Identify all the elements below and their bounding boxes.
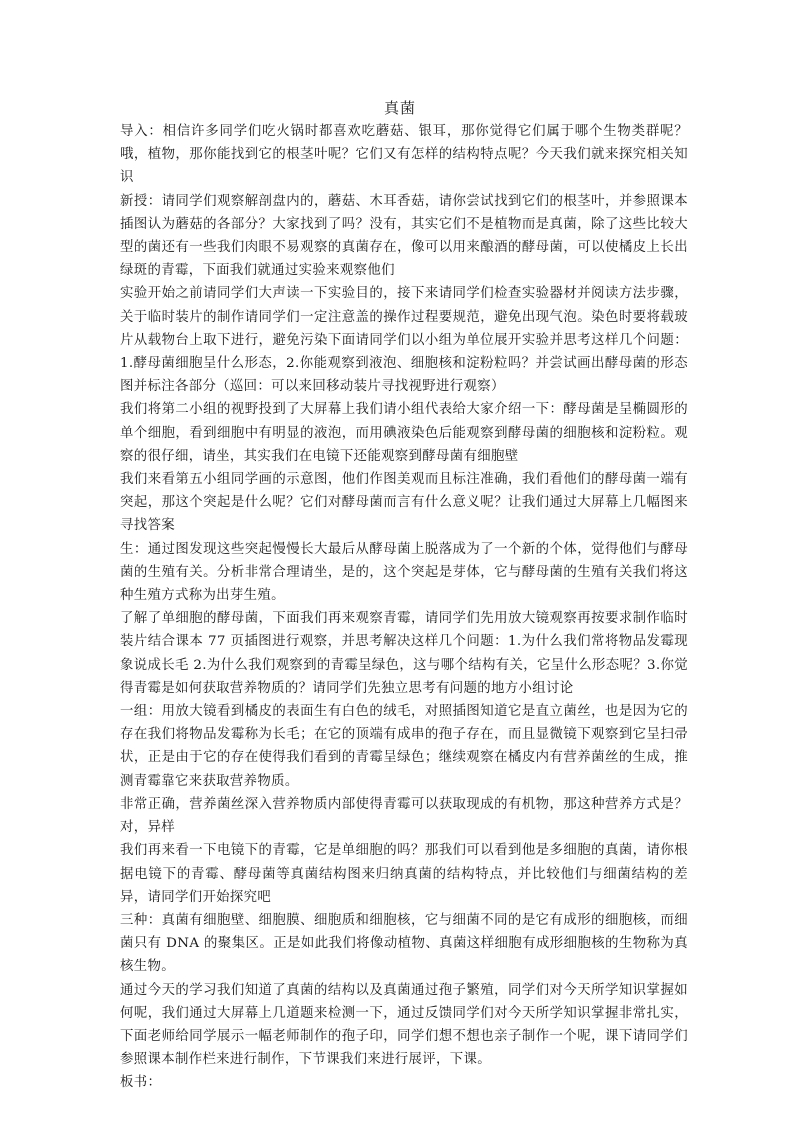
paragraph-penicillium-task: 了解了单细胞的酵母菌，下面我们再来观察青霉，请同学们先用放大镜观察再按要求制作临时装片结合课本 77 页插图进行观察，并思考解决这样几个问题：1.为什么我们常将物品发霉现象说成长毛 2.为什么我们观察到的青霉呈绿色，这与哪个结构有关，它呈什么形态呢？3.你觉得青霉是如何获取营养物质的？请同学们先独立思考有问题的地方小组讨论 <box>120 611 688 696</box>
paragraph-introduction: 导入：相信许多同学们吃火锅时都喜欢吃蘑菇、银耳，那你觉得它们属于哪个生物类群呢？哦，植物，那你能找到它的根茎叶呢？它们又有怎样的结构特点呢？今天我们就来探究相关知识 <box>120 124 688 186</box>
paragraph-new-lesson: 新授：请同学们观察解剖盘内的，蘑菇、木耳香菇，请你尝试找到它们的根茎叶，并参照课本插图认为蘑菇的各部分？大家找到了吗？没有，其实它们不是植物而是真菌，除了这些比较大型的菌还有一些我们肉眼不易观察的真菌存在，像可以用来酿酒的酵母菌，可以使橘皮上长出绿斑的青霉，下面我们就通过实验来观察他们 <box>120 193 688 279</box>
paragraph-group-three-summary: 三种：真菌有细胞壁、细胞膜、细胞质和细胞核，它与细菌不同的是它有成形的细胞核，而细菌只有 DNA 的聚集区。正是如此我们将像动植物、真菌这样细胞有成形细胞核的生物称为真核生物。 <box>120 912 688 975</box>
paragraph-group-five-drawing: 我们来看第五小组同学画的示意图，他们作图美观而且标注准确，我们看他们的酵母菌一端有突起，那这个突起是什么呢？它们对酵母菌而言有什么意义呢？让我们通过大屏幕上几幅图来寻找答案 <box>120 472 688 534</box>
document-body <box>120 120 688 1095</box>
paragraph-budding: 生：通过图发现这些突起慢慢长大最后从酵母菌上脱落成为了一个新的个体，觉得他们与酵母菌的生殖有关。分析非常合理请坐，是的，这个突起是芽体，它与酵母菌的生殖有关我们将这种生殖方式称为出芽生殖。 <box>120 541 688 604</box>
paragraph-nutrition-mode: 非常正确，营养菌丝深入营养物质内部使得青霉可以获取现成的有机物，那这种营养方式是？对，异样 <box>120 796 688 836</box>
paragraph-blackboard: 板书： <box>120 1075 162 1091</box>
paragraph-experiment-setup: 实验开始之前请同学们大声读一下实验目的，接下来请同学们检查实验器材并阅读方法步骤，关于临时装片的制作请同学们一定注意盖的操作过程要规范，避免出现气泡。染色时要将载玻片从载物台上取下进行，避免污染下面请同学们以小组为单位展开实验并思考这样几个问题：1.酵母菌细胞呈什么形态，2.你能观察到液泡、细胞核和淀粉粒吗？并尝试画出酵母菌的形态图并标注各部分（巡回：可以来回移动装片寻找视野进行观察） <box>120 286 688 395</box>
paragraph-conclusion: 通过今天的学习我们知道了真菌的结构以及真菌通过孢子繁殖，同学们对今天所学知识掌握如何呢，我们通过大屏幕上几道题来检测一下，通过反馈同学们对今天所学知识掌握非常扎实，下面老师给同学展示一幅老师制作的孢子印，同学们想不想也亲子制作一个呢，课下请同学们参照课本制作栏来进行制作，下节课我们来进行展评，下课。 <box>120 982 688 1068</box>
paragraph-electron-microscope: 我们再来看一下电镜下的青霉，它是单细胞的吗？那我们可以看到他是多细胞的真菌，请你根据电镜下的青霉、酵母菌等真菌结构图来归纳真菌的结构特点，并比较他们与细菌结构的差异，请同学们开始探究吧 <box>120 843 688 905</box>
paragraph-group-one-answer: 一组：用放大镜看到橘皮的表面生有白色的绒毛，对照插图知道它是直立菌丝，也是因为它的存在我们将物品发霉称为长毛；在它的顶端有成串的孢子存在，而且显微镜下观察到它呈扫帚状，正是由于它的存在使得我们看到的青霉呈绿色；继续观察在橘皮内有营养菌丝的生成，推测青霉靠它来获取营养物质。 <box>120 704 688 789</box>
document-title: 真菌 <box>383 99 416 117</box>
paragraph-group-two-report: 我们将第二小组的视野投到了大屏幕上我们请小组代表给大家介绍一下：酵母菌是呈椭圆形的单个细胞，看到细胞中有明显的液泡，而用碘液染色后能观察到酵母菌的细胞核和淀粉粒。观察的很仔细，请坐，其实我们在电镜下还能观察到酵母菌有细胞壁 <box>120 402 688 464</box>
